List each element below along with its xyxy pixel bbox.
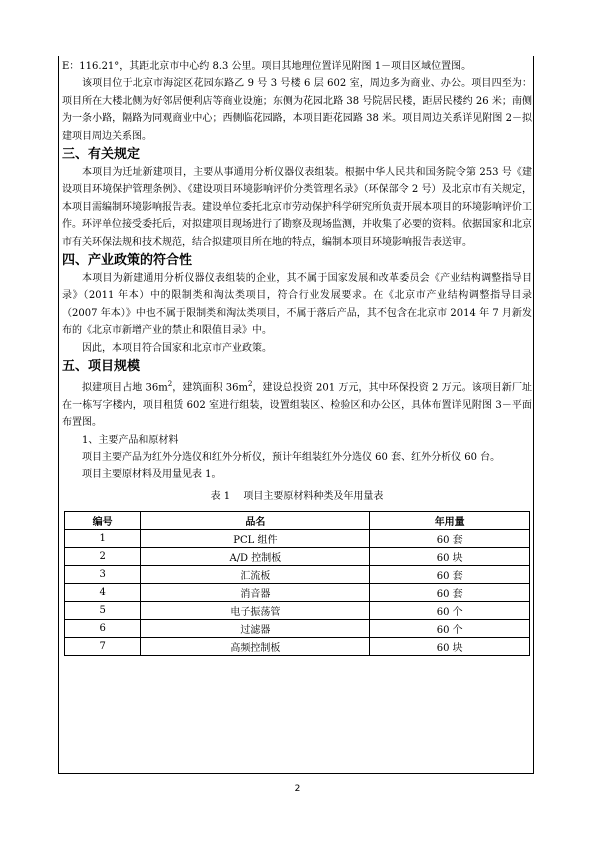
- subheading-products: 1、主要产品和原材料: [82, 434, 179, 446]
- heading-industrial-policy: 四、产业政策的符合性: [62, 253, 193, 269]
- paragraph-project-scale: [62, 376, 532, 432]
- table-row: [65, 619, 530, 637]
- paragraph-regulations: 本项目为迁址新建项目，主要从事通用分析仪器仪表组装。根据中华人民共和国务院令第 253 号《建设项目环境保护管理条例》、《建设项目环境影响评价分类管理名录》（环保部令 2 号）及北京市有关规定，本项目需编制环境影响报告表。建设单位委托北京市劳动保护科学研究所负责开展本项目的环境影响评价工作。环评单位接受委托后，对拟建项目现场进行了勘察及现场监测，并收集了必要的资料。依据国家和北京市有关环保法规和技术规范，结合拟建项目所在地的特点，编制本项目环境影响报告表送审。: [62, 167, 532, 248]
- paragraph-industrial-policy: 本项目为新建通用分析仪器仪表组装的企业，其不属于国家发展和改革委员会《产业结构调整指导目录》（2011 年本）中的限制类和淘汰类项目，符合行业发展要求。在《北京市产业结构调整指导目录（2007 年本）》中也不属于限制类和淘汰类项目，不属于落后产品，其不包含在北京市 2014 年 7 月新发布的《北京市新增产业的禁止和限值目录》中。: [62, 273, 532, 337]
- paragraph-policy-conclusion: 因此，本项目符合国家和北京市产业政策。: [82, 342, 272, 354]
- superscript-2: 2: [247, 380, 253, 389]
- table-row: [65, 637, 530, 655]
- cell-id: 4: [65, 583, 141, 601]
- cell-id: 6: [65, 619, 141, 637]
- header-annual-amount: 年用量: [370, 511, 530, 529]
- scale-text-a: 拟建项目占地 36m: [82, 382, 168, 394]
- paragraph-materials-ref: 项目主要原材料及用量见表 1。: [82, 469, 222, 481]
- scale-text-c: ，建设总投资 201 万元，其中环保投资 2 万元。该项目新厂址在一栋写字楼内，项目租赁 602 室进行组装，设置组装区、检验区和办公区，具体布置详见附图 3－平面布置图。: [62, 382, 533, 429]
- header-name: 品名: [141, 511, 370, 529]
- paragraph-site-surroundings: 该项目位于北京市海淀区花园东路乙 9 号 3 号楼 6 层 602 室，周边多为商业、办公。项目四至为：项目所在大楼北侧为好邻居便利店等商业设施；东侧为花园北路 38 号院居民楼，距居民楼约 26 米；南侧为一条小路，隔路为同观商业中心；西侧临花园路，本项目距花园路 38 米。项目周边关系详见附图 2－拟建项目周边关系图。: [62, 78, 532, 142]
- cell-name: PCL 组件: [141, 529, 370, 547]
- cell-name: 高频控制板: [141, 637, 370, 655]
- table-row: [65, 583, 530, 601]
- superscript-2: 2: [167, 380, 173, 389]
- cell-name: 电子振荡管: [141, 601, 370, 619]
- paragraph-products: 项目主要产品为红外分选仪和红外分析仪，预计年组装红外分选仪 60 套、红外分析仪 60 台。: [82, 452, 501, 464]
- cell-name: 消音器: [141, 583, 370, 601]
- cell-amount: 60 块: [370, 547, 530, 565]
- cell-amount: 60 个: [370, 601, 530, 619]
- cell-amount: 60 个: [370, 619, 530, 637]
- cell-amount: 60 块: [370, 637, 530, 655]
- paragraph-location-coords: E：116.21°，其距北京市中心约 8.3 公里。项目其地理位置详见附图 1－项目区域位置图。: [62, 61, 472, 72]
- cell-name: A/D 控制板: [141, 547, 370, 565]
- cell-name: 汇流板: [141, 565, 370, 583]
- table-row: [65, 565, 530, 583]
- cell-id: 2: [65, 547, 141, 565]
- cell-amount: 60 套: [370, 529, 530, 547]
- table-header-row: [65, 511, 530, 529]
- scale-text-b: ，建筑面积 36m: [172, 382, 248, 394]
- cell-amount: 60 套: [370, 565, 530, 583]
- cell-id: 3: [65, 565, 141, 583]
- table-row: [65, 601, 530, 619]
- table-row: [65, 529, 530, 547]
- document-body: [62, 58, 532, 656]
- cell-id: 5: [65, 601, 141, 619]
- table-row: [65, 547, 530, 565]
- heading-regulations: 三、有关规定: [62, 147, 141, 163]
- cell-id: 1: [65, 529, 141, 547]
- table-caption: 表 1 项目主要原材料种类及年用量表: [210, 490, 384, 502]
- header-id: 编号: [65, 511, 141, 529]
- materials-table: [64, 511, 530, 656]
- cell-name: 过滤器: [141, 619, 370, 637]
- heading-project-scale: 五、项目规模: [62, 359, 141, 375]
- page-number: 2: [294, 784, 301, 794]
- cell-id: 7: [65, 637, 141, 655]
- cell-amount: 60 套: [370, 583, 530, 601]
